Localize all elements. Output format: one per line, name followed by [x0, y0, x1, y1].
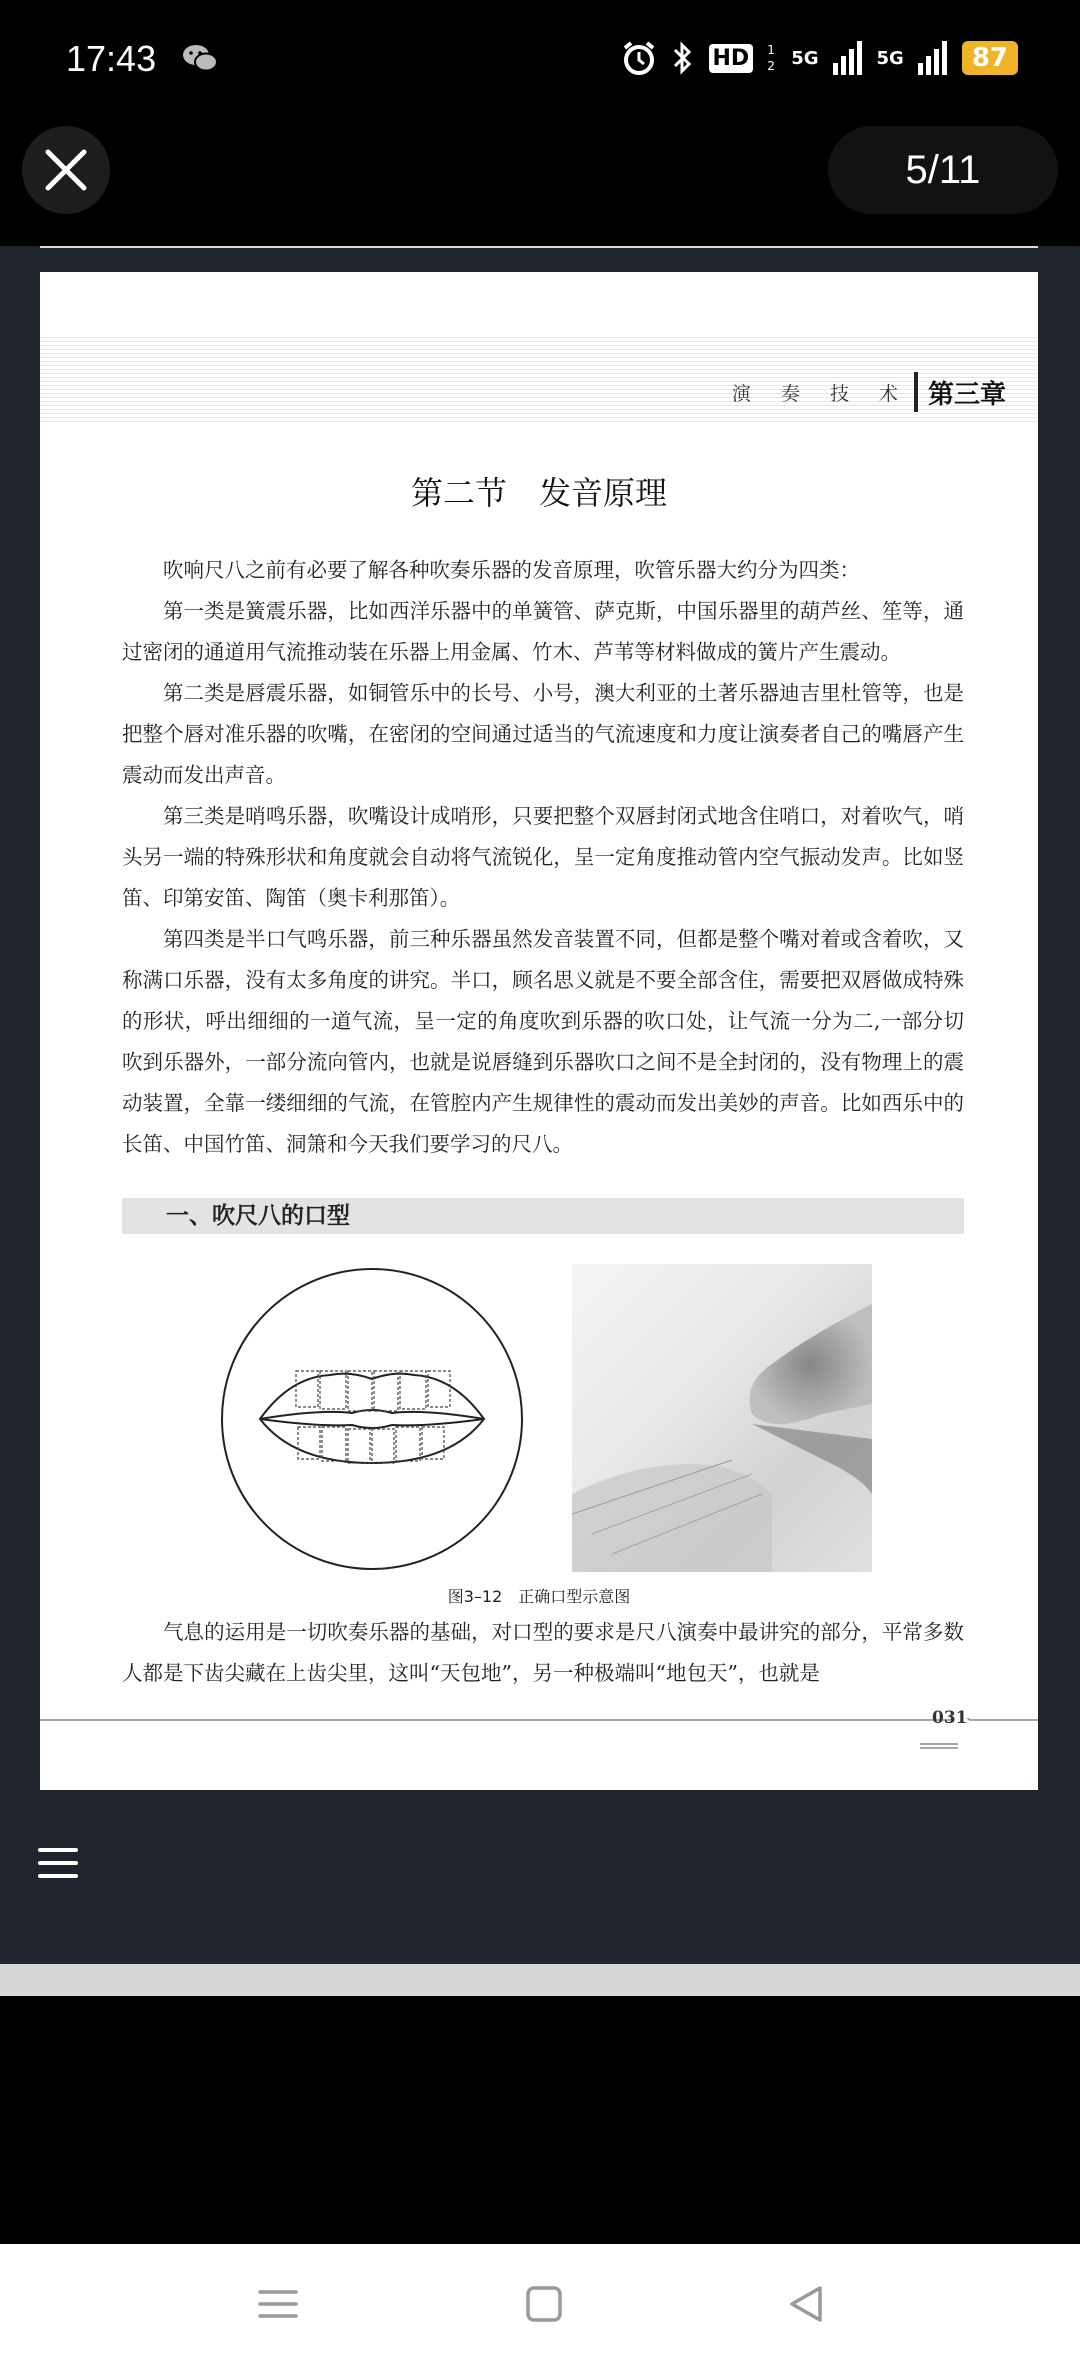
home-icon[interactable]: [524, 2284, 564, 2324]
close-icon: [44, 148, 88, 192]
wechat-notification-icon: [182, 42, 218, 74]
document-page[interactable]: [40, 272, 1038, 1790]
paragraph: 第一类是簧震乐器，比如西洋乐器中的单簧管、萨克斯，中国乐器里的葫芦丝、笙等，通过密闭的通道用气流推动装在乐器上用金属、竹木、芦苇等材料做成的簧片产生震动。: [122, 599, 964, 664]
status-bar: [0, 0, 1080, 120]
back-icon[interactable]: [786, 2284, 826, 2324]
header-divider: [914, 372, 918, 412]
page-counter: 5/11: [828, 126, 1058, 214]
paragraph: 第四类是半口气鸣乐器，前三种乐器虽然发音装置不同，但都是整个嘴对着或含着吹，又称满口乐器，没有太多角度的讲究。半口，顾名思义就是不要全部含住，需要把双唇做成特殊的形状，呼出细细的一道气流，呈一定的角度吹到乐器的吹口处，让气流一分为二,一部分切吹到乐器外，一部分流向管内，也就是说唇缝到乐器吹口之间不是全封闭的，没有物理上的震动装置，全靠一缕细细的气流，在管腔内产生规律性的震动而发出美妙的声音。比如西乐中的长笛、中国竹笛、洞箫和今天我们要学习的尺八。: [122, 927, 964, 1156]
document-viewer[interactable]: [0, 246, 1080, 1964]
bluetooth-icon: [671, 40, 695, 76]
section-title: 第二节 发音原理: [410, 474, 667, 512]
hd-sub-label: 1 2: [767, 43, 775, 73]
recent-apps-icon[interactable]: [258, 2284, 298, 2324]
body-text: [122, 550, 964, 1165]
bottom-strip: [0, 1964, 1080, 1996]
alarm-icon: [621, 40, 657, 76]
network-type-2: 5G: [876, 47, 904, 69]
lip-shape-diagram: [220, 1267, 524, 1571]
close-button[interactable]: [22, 126, 110, 214]
paragraph: 第三类是哨鸣乐器，吹嘴设计成哨形，只要把整个双唇封闭式地含住哨口，对着吹气，哨头另一端的特殊形状和角度就会自动将气流锐化，呈一定角度推动管内空气振动发声。比如竖笛、印第安笛、陶笛（奥卡利那笛）。: [122, 804, 964, 910]
lip-photo-illustration: [572, 1264, 872, 1572]
subheading-bar: [122, 1198, 964, 1234]
paragraph: 气息的运用是一切吹奏乐器的基础，对口型的要求是尺八演奏中最讲究的部分，平常多数人都是下齿尖藏在上齿尖里，这叫“天包地”，另一种极端叫“地包天”，也就是: [122, 1620, 964, 1685]
subheading: 一、吹尺八的口型: [166, 1203, 350, 1229]
lip-shape-photo: [572, 1264, 872, 1572]
empty-area: [0, 1996, 1080, 2244]
signal-2-icon: [918, 41, 948, 75]
header-subtitle: 演 奏 技 术: [731, 382, 910, 405]
hd-voice-badge: HD: [709, 44, 754, 73]
signal-1-icon: [833, 41, 863, 75]
page-footer-line: [40, 1718, 1038, 1758]
network-type-1: 5G: [791, 47, 819, 69]
page-header: [732, 372, 1006, 412]
menu-icon: [38, 1848, 78, 1852]
top-divider: [40, 246, 1038, 248]
system-nav-bar: [0, 2244, 1080, 2376]
status-time: 17:43: [66, 38, 157, 79]
figure-caption: 图3–12 正确口型示意图: [447, 1587, 631, 1606]
page-number: 031: [932, 1708, 968, 1728]
battery-level: 87: [962, 41, 1018, 75]
header-chapter: 第三章: [927, 379, 1006, 410]
menu-button[interactable]: [38, 1848, 78, 1880]
body-text-continued: [122, 1612, 964, 1694]
paragraph: 第二类是唇震乐器，如铜管乐中的长号、小号，澳大利亚的土著乐器迪吉里杜管等，也是把整个唇对准乐器的吹嘴，在密闭的空间通过适当的气流速度和力度让演奏者自己的嘴唇产生震动而发出声音。: [122, 681, 964, 787]
paragraph: 吹响尺八之前有必要了解各种吹奏乐器的发音原理，吹管乐器大约分为四类：: [163, 558, 860, 582]
